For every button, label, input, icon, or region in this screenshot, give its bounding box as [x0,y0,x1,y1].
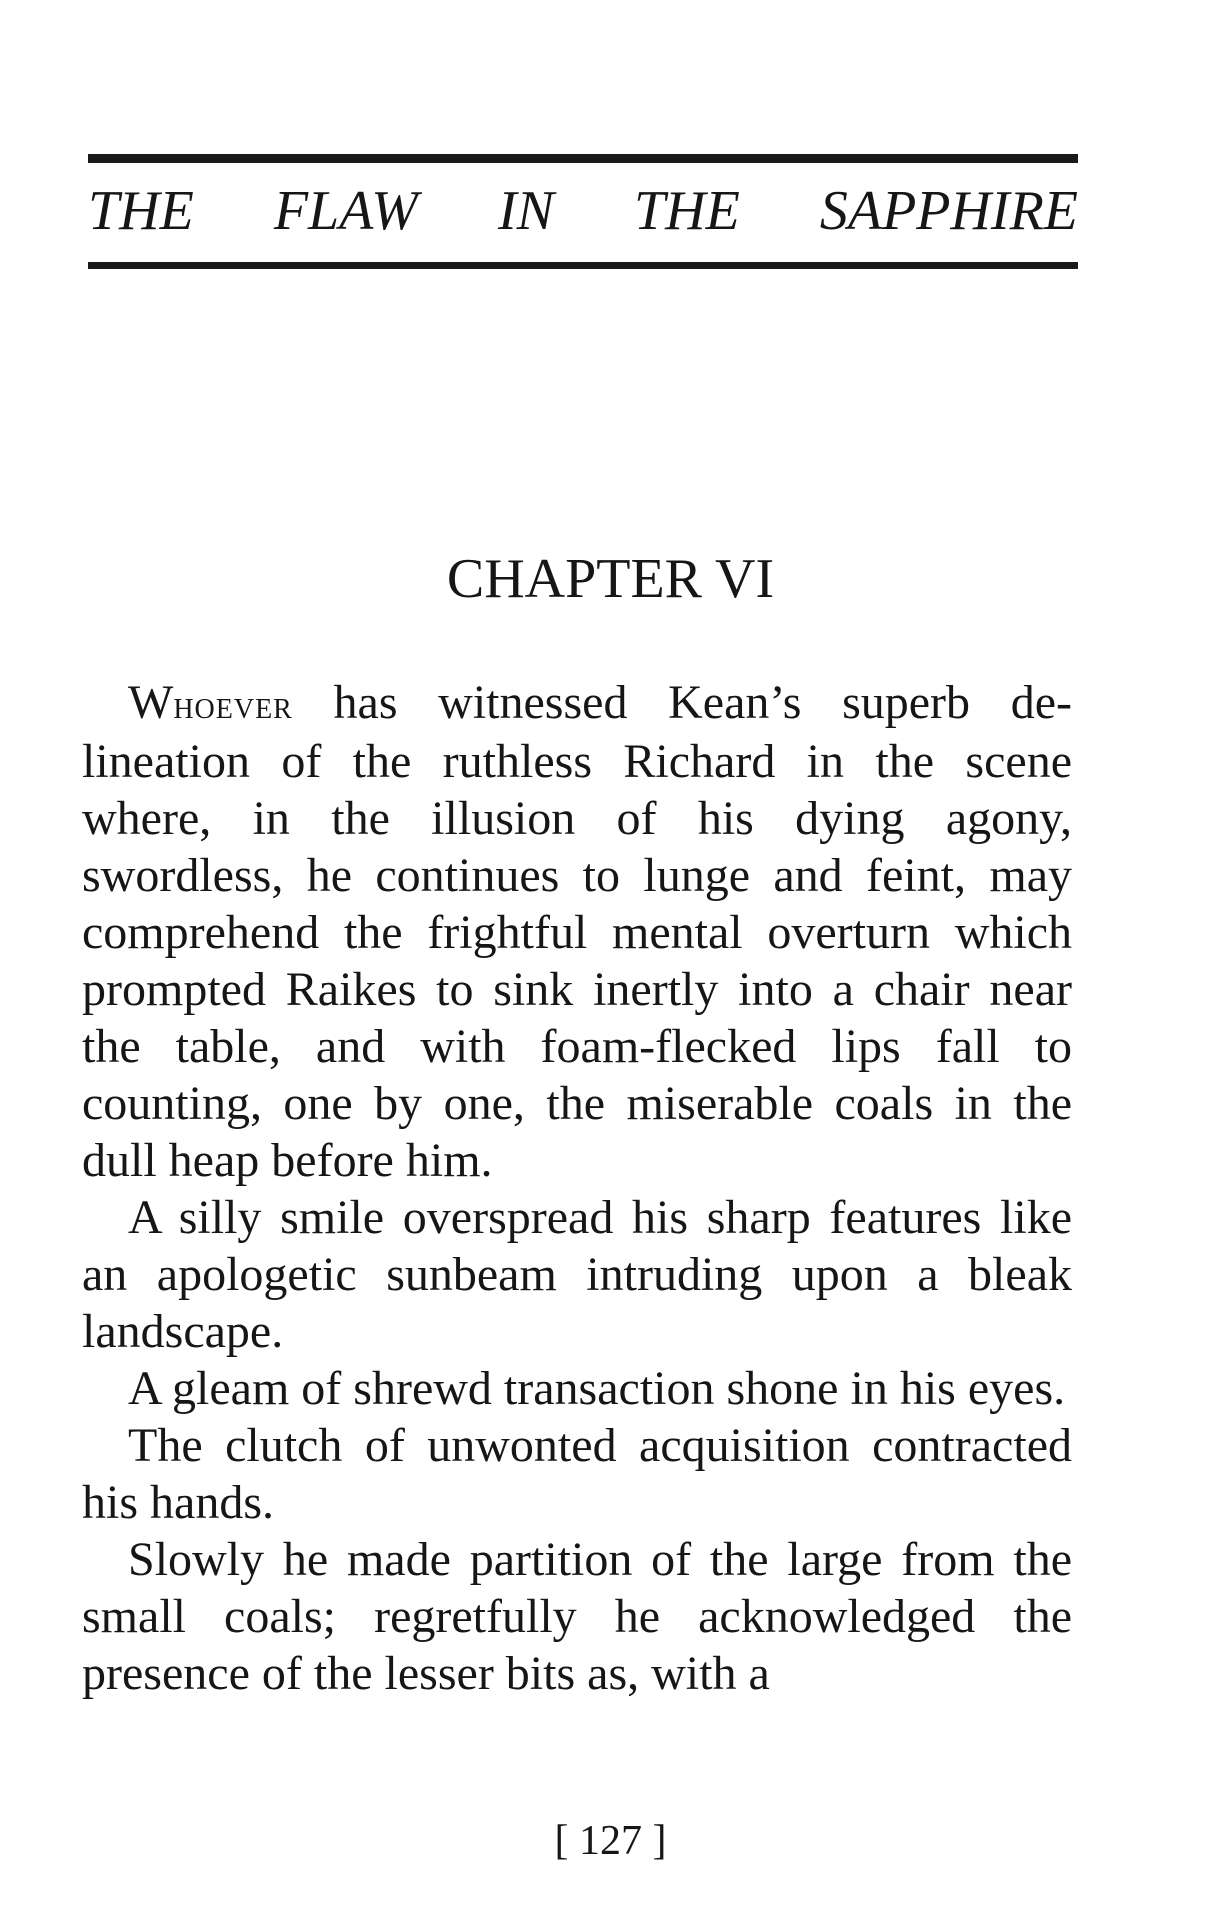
header-rule-top [88,154,1078,163]
body-text [82,674,1072,1702]
header-rule-bottom [88,262,1078,269]
running-title-word: IN [498,180,554,242]
paragraph: The clutch of unwonted acquisition contracted his hands. [82,1419,1072,1529]
paragraph: Slowly he made partition of the large from the small coals; regretfully he acknowledged the presence of the lesser bits as, with a [82,1533,1072,1700]
running-title-word: FLAW [273,180,418,242]
running-title [88,178,1078,244]
running-title-word: THE [634,180,740,242]
paragraph: A silly smile overspread his sharp features like an apologetic sunbeam intruding upon a bleak landscape. [82,1191,1072,1358]
running-title-word: THE [88,180,194,242]
chapter-heading: CHAPTER VI [446,548,775,610]
running-title-word: SAPPHIRE [819,180,1078,242]
paragraph: A gleam of shrewd transaction shone in his eyes. [128,1362,1066,1415]
opening-smallcaps: hoever [173,682,293,727]
opening-initial: W [128,676,174,729]
paragraph [82,674,1072,1189]
paragraph-text: has witnessed Kean’s superb delineation of the ruthless Richard in the scene where, in the illusion of his dying agony, swordless, he continues to lunge and feint, may comprehend the frightful mental overturn which prompted Raikes to sink inertly into a chair near the table, and with foam-flecked lips fall to counting, one by one, the miserable coals in the dull heap before him. [82,676,1072,1187]
page-number: [ 127 ] [554,1818,667,1864]
